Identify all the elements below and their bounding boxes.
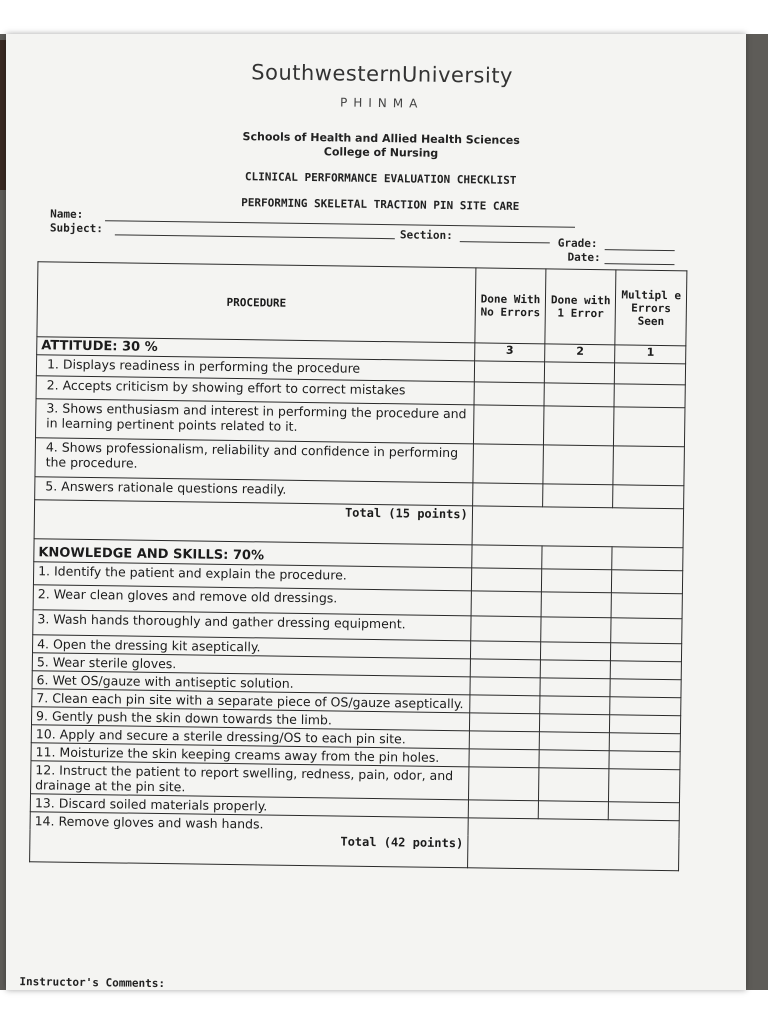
check-cell[interactable]: [471, 616, 542, 642]
score-3: 3: [474, 343, 545, 362]
school-name: Schools of Health and Allied Health Sciences: [242, 130, 520, 147]
check-cell[interactable]: [544, 383, 615, 407]
knowledge-title: KNOWLEDGE AND SKILLS: 70%: [34, 539, 472, 568]
attitude-total-label: Total (15 points): [34, 500, 472, 545]
name-line: [105, 220, 575, 228]
university-name: SouthwesternUniversity: [251, 60, 514, 88]
grade-line: [605, 249, 675, 251]
evaluation-table: [29, 261, 687, 871]
check-cell[interactable]: [613, 485, 684, 509]
check-cell[interactable]: [538, 801, 608, 820]
check-cell[interactable]: [468, 767, 539, 801]
check-cell[interactable]: [474, 382, 545, 406]
check-cell[interactable]: [609, 769, 680, 803]
attitude-item-1: 1. Displays readiness in performing the procedure: [36, 355, 474, 382]
check-cell[interactable]: [610, 679, 681, 698]
check-cell[interactable]: [542, 569, 613, 593]
check-cell[interactable]: [473, 405, 544, 445]
attitude-title: ATTITUDE: 30 %: [37, 337, 475, 361]
check-cell[interactable]: [469, 713, 540, 732]
attitude-total-cell[interactable]: [472, 506, 684, 548]
check-cell[interactable]: [614, 384, 685, 408]
date-label: Date:: [567, 250, 601, 265]
check-cell[interactable]: [470, 641, 541, 660]
attitude-item-2: 2. Accepts criticism by showing effort to correct mistakes: [36, 376, 474, 405]
attitude-item-4: 4. Shows professionalism, reliability and confidence in performing the procedure.: [35, 438, 473, 483]
procedure-title: PERFORMING SKELETAL TRACTION PIN SITE CARE: [241, 196, 520, 213]
knowledge-total-label: Total (42 points): [30, 829, 468, 868]
check-cell[interactable]: [541, 642, 611, 661]
knowledge-item-1: 1. Identify the patient and explain the procedure.: [33, 562, 471, 591]
check-cell[interactable]: [474, 361, 545, 383]
col-multiple-errors-header: Multipl e Errors Seen: [615, 270, 687, 346]
check-cell[interactable]: [470, 695, 541, 714]
instructor-comments-label: Instructor's Comments:: [19, 975, 166, 991]
section-line: [460, 241, 550, 243]
knowledge-total-cell[interactable]: [467, 818, 679, 871]
check-cell[interactable]: [611, 618, 682, 644]
knowledge-item-4: 4. Open the dressing kit aseptically.: [33, 635, 471, 659]
attitude-item-5: 5. Answers rationale questions readily.: [35, 477, 473, 506]
college-name: College of Nursing: [323, 145, 439, 160]
check-cell[interactable]: [540, 678, 610, 697]
knowledge-item-11: 11. Moisturize the skin keeping creams away from the pin holes.: [31, 743, 469, 767]
check-cell[interactable]: [543, 445, 614, 485]
check-cell[interactable]: [469, 731, 540, 750]
check-cell[interactable]: [610, 715, 681, 734]
check-cell[interactable]: [609, 802, 680, 821]
knowledge-item-9: 9. Gently push the skin down towards the limb.: [31, 707, 469, 731]
check-cell[interactable]: [541, 617, 612, 643]
knowledge-item-2: 2. Wear clean gloves and remove old dressings.: [33, 585, 471, 616]
check-cell[interactable]: [472, 483, 543, 507]
check-cell[interactable]: [471, 568, 542, 592]
check-cell[interactable]: [472, 545, 543, 569]
knowledge-item-7: 7. Clean each pin site with a separate piece of OS/gauze aseptically.: [32, 689, 470, 713]
score-2: 2: [545, 344, 615, 363]
knowledge-item-13: 13. Discard soiled materials properly.: [30, 794, 468, 818]
check-cell[interactable]: [539, 768, 610, 802]
check-cell[interactable]: [545, 362, 615, 384]
knowledge-item-10: 10. Apply and secure a sterile dressing/OS to each pin site.: [31, 725, 469, 749]
score-1: 1: [615, 345, 686, 364]
check-cell[interactable]: [470, 659, 541, 678]
check-cell[interactable]: [470, 677, 541, 696]
section-label: Section:: [399, 228, 453, 243]
check-cell[interactable]: [614, 407, 685, 447]
attitude-item-3: 3. Shows enthusiasm and interest in performing the procedure and in learning pertinent points related to it.: [36, 399, 474, 444]
form-title: CLINICAL PERFORMANCE EVALUATION CHECKLIST: [244, 170, 517, 187]
check-cell[interactable]: [540, 696, 610, 715]
procedure-header: PROCEDURE: [37, 262, 476, 343]
check-cell[interactable]: [544, 406, 615, 446]
table-header-row: [37, 262, 687, 346]
check-cell[interactable]: [540, 714, 610, 733]
date-line: [604, 263, 674, 265]
col-no-errors-header: Done With No Errors: [475, 268, 546, 344]
check-cell[interactable]: [469, 749, 540, 768]
check-cell[interactable]: [611, 661, 682, 680]
knowledge-item-14: 14. Remove gloves and wash hands.: [30, 812, 468, 836]
check-cell[interactable]: [615, 363, 686, 385]
check-cell[interactable]: [611, 643, 682, 662]
check-cell[interactable]: [539, 732, 609, 751]
check-cell[interactable]: [609, 751, 680, 770]
check-cell[interactable]: [612, 570, 683, 594]
knowledge-item-3: 3. Wash hands thoroughly and gather dressing equipment.: [33, 610, 471, 641]
check-cell[interactable]: [541, 592, 612, 618]
check-cell[interactable]: [471, 591, 542, 617]
network-name: PHINMA: [339, 95, 424, 111]
check-cell[interactable]: [610, 733, 681, 752]
check-cell[interactable]: [543, 484, 614, 508]
grade-label: Grade:: [557, 236, 598, 251]
check-cell[interactable]: [612, 547, 683, 571]
col-one-error-header: Done with 1 Error: [545, 269, 616, 345]
check-cell[interactable]: [610, 697, 681, 716]
knowledge-item-12: 12. Instruct the patient to report swelling, redness, pain, odor, and drainage at the pin site.: [31, 761, 469, 800]
check-cell[interactable]: [473, 444, 544, 484]
checklist-sheet: [6, 34, 746, 990]
check-cell[interactable]: [539, 750, 609, 769]
check-cell[interactable]: [613, 446, 684, 486]
check-cell[interactable]: [611, 593, 682, 619]
knowledge-item-5: 5. Wear sterile gloves.: [32, 653, 470, 677]
subject-label: Subject:: [49, 221, 104, 236]
knowledge-item-6: 6. Wet OS/gauze with antiseptic solution.: [32, 671, 470, 695]
name-label: Name:: [50, 207, 84, 221]
check-cell[interactable]: [468, 800, 539, 819]
check-cell[interactable]: [540, 660, 610, 679]
subject-line: [115, 234, 395, 239]
check-cell[interactable]: [542, 546, 613, 570]
